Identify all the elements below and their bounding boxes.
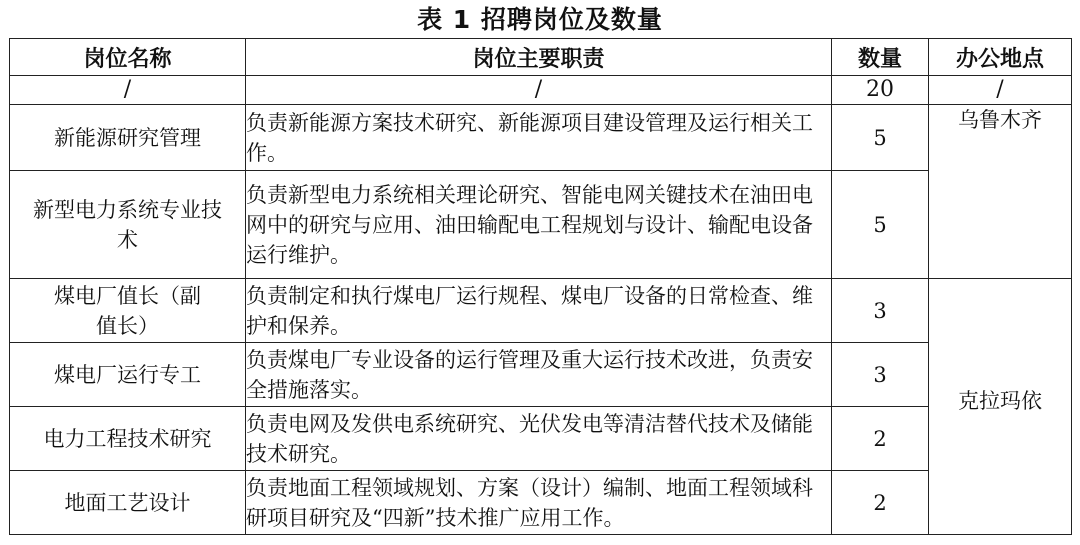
row-duties: 负责地面工程领域规划、方案（设计）编制、地面工程领域科研项目研究及“四新”技术推广应用工作。 <box>246 471 832 535</box>
row-duties: 负责新能源方案技术研究、新能源项目建设管理及运行相关工作。 <box>246 105 832 171</box>
table-row <box>10 105 1072 171</box>
row-position: 新型电力系统专业技术 <box>10 171 246 279</box>
row-position: 电力工程技术研究 <box>10 407 246 471</box>
summary-row <box>10 76 1072 105</box>
row-position: 煤电厂值长（副值长） <box>10 279 246 343</box>
row-count: 2 <box>832 471 929 535</box>
table-row <box>10 471 1072 535</box>
row-count: 5 <box>832 105 929 171</box>
summary-duties: / <box>246 76 832 105</box>
row-position: 地面工艺设计 <box>10 471 246 535</box>
row-count: 5 <box>832 171 929 279</box>
location-cell-karamay: 克拉玛依 <box>929 279 1072 535</box>
header-duties: 岗位主要职责 <box>246 39 832 76</box>
row-position: 新能源研究管理 <box>10 105 246 171</box>
header-location: 办公地点 <box>929 39 1072 76</box>
recruitment-table <box>9 38 1072 535</box>
row-duties: 负责电网及发供电系统研究、光伏发电等清洁替代技术及储能技术研究。 <box>246 407 832 471</box>
row-position: 煤电厂运行专工 <box>10 343 246 407</box>
table-row <box>10 171 1072 279</box>
header-position: 岗位名称 <box>10 39 246 76</box>
table-row <box>10 407 1072 471</box>
row-duties: 负责新型电力系统相关理论研究、智能电网关键技术在油田电网中的研究与应用、油田输配电工程规划与设计、输配电设备运行维护。 <box>246 171 832 279</box>
row-duties: 负责制定和执行煤电厂运行规程、煤电厂设备的日常检查、维护和保养。 <box>246 279 832 343</box>
header-count: 数量 <box>832 39 929 76</box>
table-row <box>10 343 1072 407</box>
table-row <box>10 279 1072 343</box>
summary-location: / <box>929 76 1072 105</box>
table-title: 表 1 招聘岗位及数量 <box>417 5 663 34</box>
row-count: 3 <box>832 343 929 407</box>
row-count: 3 <box>832 279 929 343</box>
summary-count: 20 <box>832 76 929 105</box>
row-count: 2 <box>832 407 929 471</box>
location-cell-urumqi: 乌鲁木齐 <box>929 105 1072 279</box>
summary-position: / <box>10 76 246 105</box>
row-duties: 负责煤电厂专业设备的运行管理及重大运行技术改进，负责安全措施落实。 <box>246 343 832 407</box>
header-row <box>10 39 1072 76</box>
